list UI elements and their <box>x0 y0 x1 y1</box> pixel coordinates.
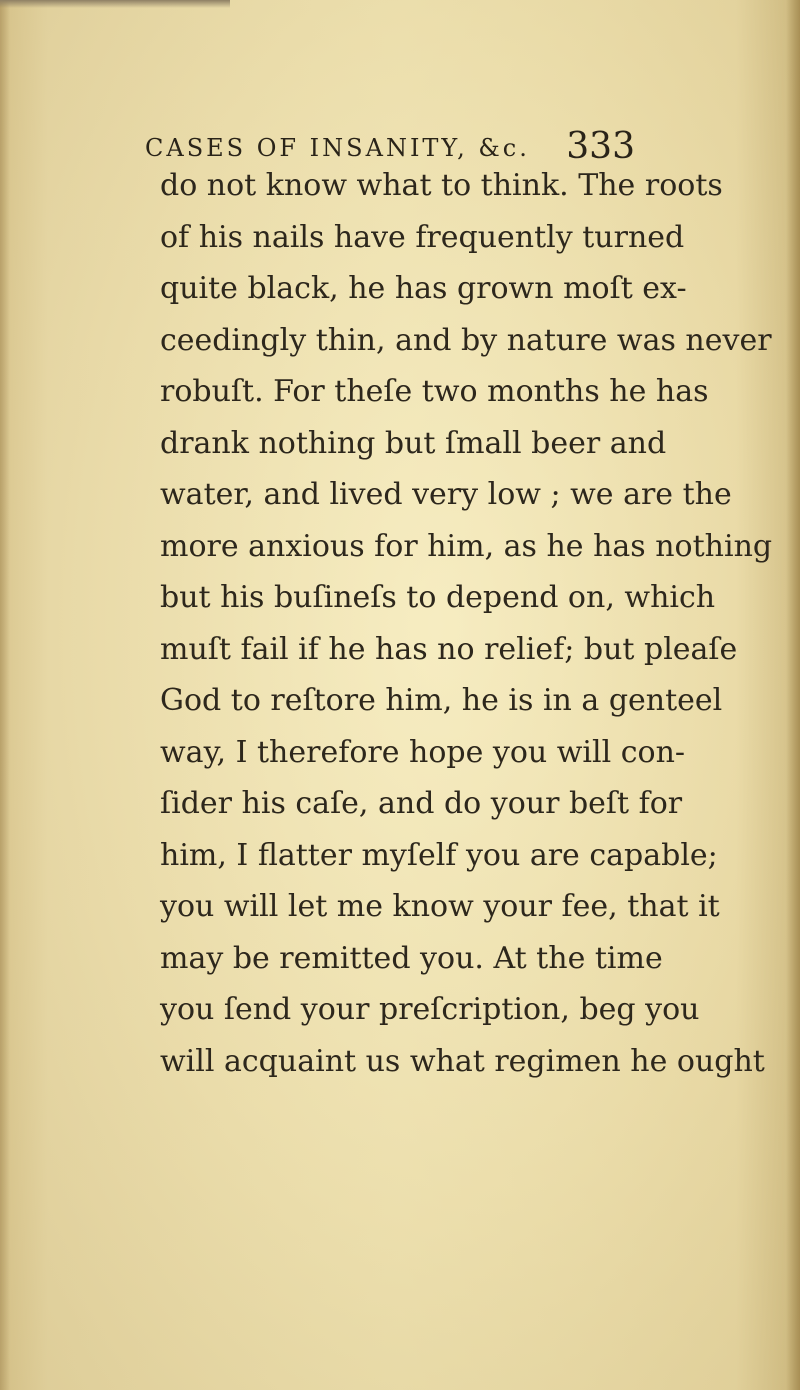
text-line: you will let me know your fee, that it <box>160 889 720 924</box>
text-line: water, and lived very low ; we are the <box>160 477 732 512</box>
text-line: you ſend your preſcription, beg you <box>160 992 700 1027</box>
page-left-edge <box>0 0 10 1390</box>
text-line: may be remitted you. At the time <box>160 940 663 976</box>
text-line: quite black, he has grown moſt ex- <box>160 271 687 306</box>
page-right-edge <box>786 0 800 1390</box>
text-line: him, I flatter myſelf you are capable; <box>160 837 718 873</box>
text-line: ſider his caſe, and do your beſt for <box>160 786 683 821</box>
text-line: do not know what to think. The roots <box>160 168 723 203</box>
running-title: CASES OF INSANITY, &c. <box>145 134 530 162</box>
text-line: muſt fail if he has no relief; but pleaſe <box>160 631 738 667</box>
top-shadow <box>0 0 230 8</box>
page-number: 333 <box>566 126 635 167</box>
text-line: but his buſineſs to depend on, which <box>160 580 716 615</box>
text-line: will acquaint us what regimen he ought <box>160 1043 765 1079</box>
text-line: way, I therefore hope you will con- <box>160 734 686 770</box>
text-line: drank nothing but ſmall beer and <box>160 425 667 461</box>
body-text <box>160 160 773 1087</box>
text-line: of his nails have frequently turned <box>160 219 685 255</box>
text-line: ceedingly thin, and by nature was never <box>160 322 772 358</box>
text-line: more anxious for him, as he has nothing <box>160 528 773 564</box>
text-line: robuſt. For theſe two months he has <box>160 374 709 409</box>
text-line: God to reſtore him, he is in a genteel <box>160 683 723 718</box>
